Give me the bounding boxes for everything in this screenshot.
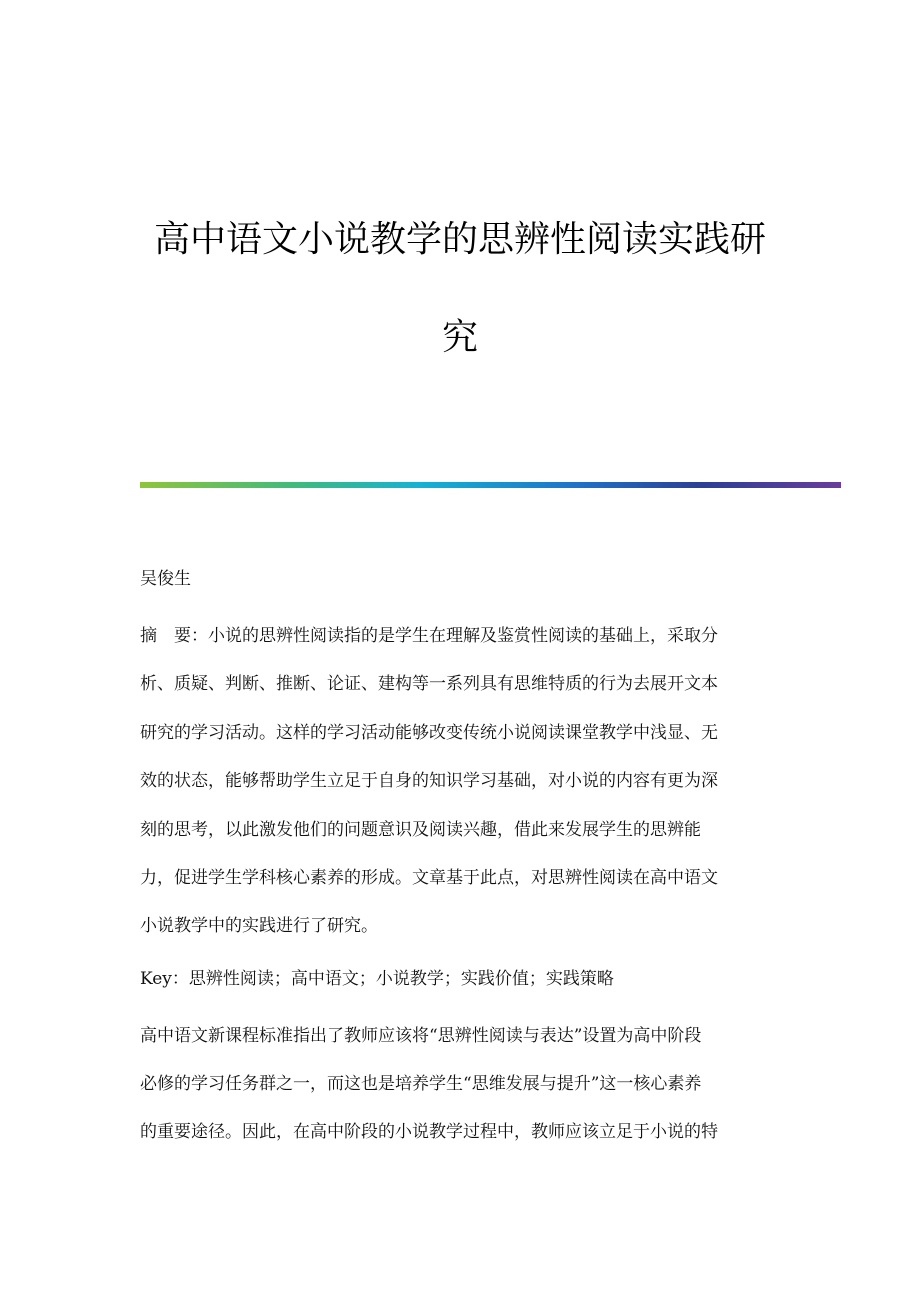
abstract-line: 刻的思考，以此激发他们的问题意识及阅读兴趣，借此来发展学生的思辨能 — [140, 820, 701, 840]
abstract-line: 效的状态，能够帮助学生立足于自身的知识学习基础，对小说的内容有更为深 — [140, 771, 718, 791]
keywords-line: Key：思辨性阅读；高中语文；小说教学；实践价值；实践策略 — [140, 969, 614, 989]
abstract-line: 小说教学中的实践进行了研究。 — [140, 916, 378, 936]
document-title-line-1: 高中语文小说教学的思辨性阅读实践研 — [153, 219, 766, 260]
abstract-line: 摘 要：小说的思辨性阅读指的是学生在理解及鉴赏性阅读的基础上，采取分 — [140, 626, 718, 646]
abstract-line: 研究的学习活动。这样的学习活动能够改变传统小说阅读课堂教学中浅显、无 — [140, 723, 718, 743]
body-line: 高中语文新课程标准指出了教师应该将“思辨性阅读与表达”设置为高中阶段 — [140, 1026, 702, 1046]
abstract-line: 析、质疑、判断、推断、论证、建构等一系列具有思维特质的行为去展开文本 — [140, 674, 718, 694]
abstract-line: 力，促进学生学科核心素养的形成。文章基于此点，对思辨性阅读在高中语文 — [140, 868, 718, 888]
author-name: 吴俊生 — [140, 569, 191, 589]
body-line: 的重要途径。因此，在高中阶段的小说教学过程中，教师应该立足于小说的特 — [140, 1122, 718, 1142]
gradient-divider — [140, 482, 841, 488]
document-title-line-2: 究 — [441, 317, 478, 358]
body-line: 必修的学习任务群之一，而这也是培养学生“思维发展与提升”这一核心素养 — [140, 1074, 702, 1094]
